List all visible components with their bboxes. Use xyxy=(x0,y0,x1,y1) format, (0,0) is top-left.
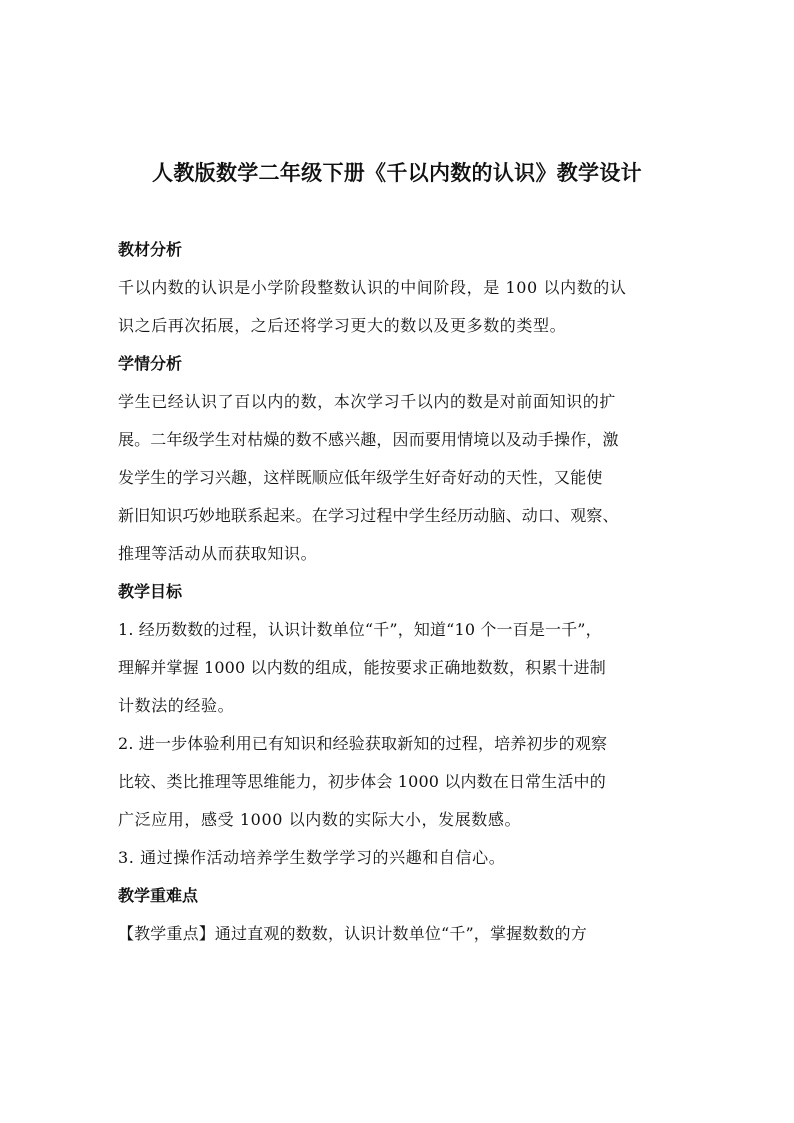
paragraph-line: 3. 通过操作活动培养学生数学学习的兴趣和自信心。 xyxy=(118,848,506,867)
document-body xyxy=(118,235,684,957)
paragraph-line: 千以内数的认识是小学阶段整数认识的中间阶段，是 100 以内数的认 xyxy=(118,278,627,297)
section-heading-student-analysis: 学情分析 xyxy=(118,354,183,373)
paragraph-line: 识之后再次拓展，之后还将学习更大的数以及更多数的类型。 xyxy=(118,316,567,335)
paragraph-line: 2. 进一步体验利用已有知识和经验获取新知的过程，培养初步的观察 xyxy=(118,734,608,753)
paragraph-line: 比较、类比推理等思维能力，初步体会 1000 以内数在日常生活中的 xyxy=(118,772,606,791)
paragraph-line: 【教学重点】通过直观的数数，认识计数单位“千”，掌握数数的方 xyxy=(118,924,587,943)
paragraph-line: 理解并掌握 1000 以内数的组成，能按要求正确地数数，积累十进制 xyxy=(118,658,606,677)
paragraph-line: 展。二年级学生对枯燥的数不感兴趣，因而要用情境以及动手操作，激 xyxy=(118,430,619,449)
paragraph-line: 学生已经认识了百以内的数，本次学习千以内的数是对前面知识的扩 xyxy=(118,392,617,411)
section-heading-teaching-goals: 教学目标 xyxy=(118,582,183,601)
paragraph-line: 广泛应用，感受 1000 以内数的实际大小，发展数感。 xyxy=(118,810,522,829)
document-title: 人教版数学二年级下册《千以内数的认识》教学设计 xyxy=(152,161,642,185)
paragraph-line: 发学生的学习兴趣，这样既顺应低年级学生好奇好动的天性，又能使 xyxy=(118,468,603,487)
paragraph-line: 1. 经历数数的过程，认识计数单位“千”，知道“10 个一百是一千”， xyxy=(118,620,602,639)
paragraph-line: 新旧知识巧妙地联系起来。在学习过程中学生经历动脑、动口、观察、 xyxy=(118,506,619,525)
section-heading-key-points: 教学重难点 xyxy=(118,886,199,905)
section-heading-textbook-analysis: 教材分析 xyxy=(118,240,183,259)
paragraph-line: 推理等活动从而获取知识。 xyxy=(118,544,318,563)
paragraph-line: 计数法的经验。 xyxy=(118,696,235,715)
